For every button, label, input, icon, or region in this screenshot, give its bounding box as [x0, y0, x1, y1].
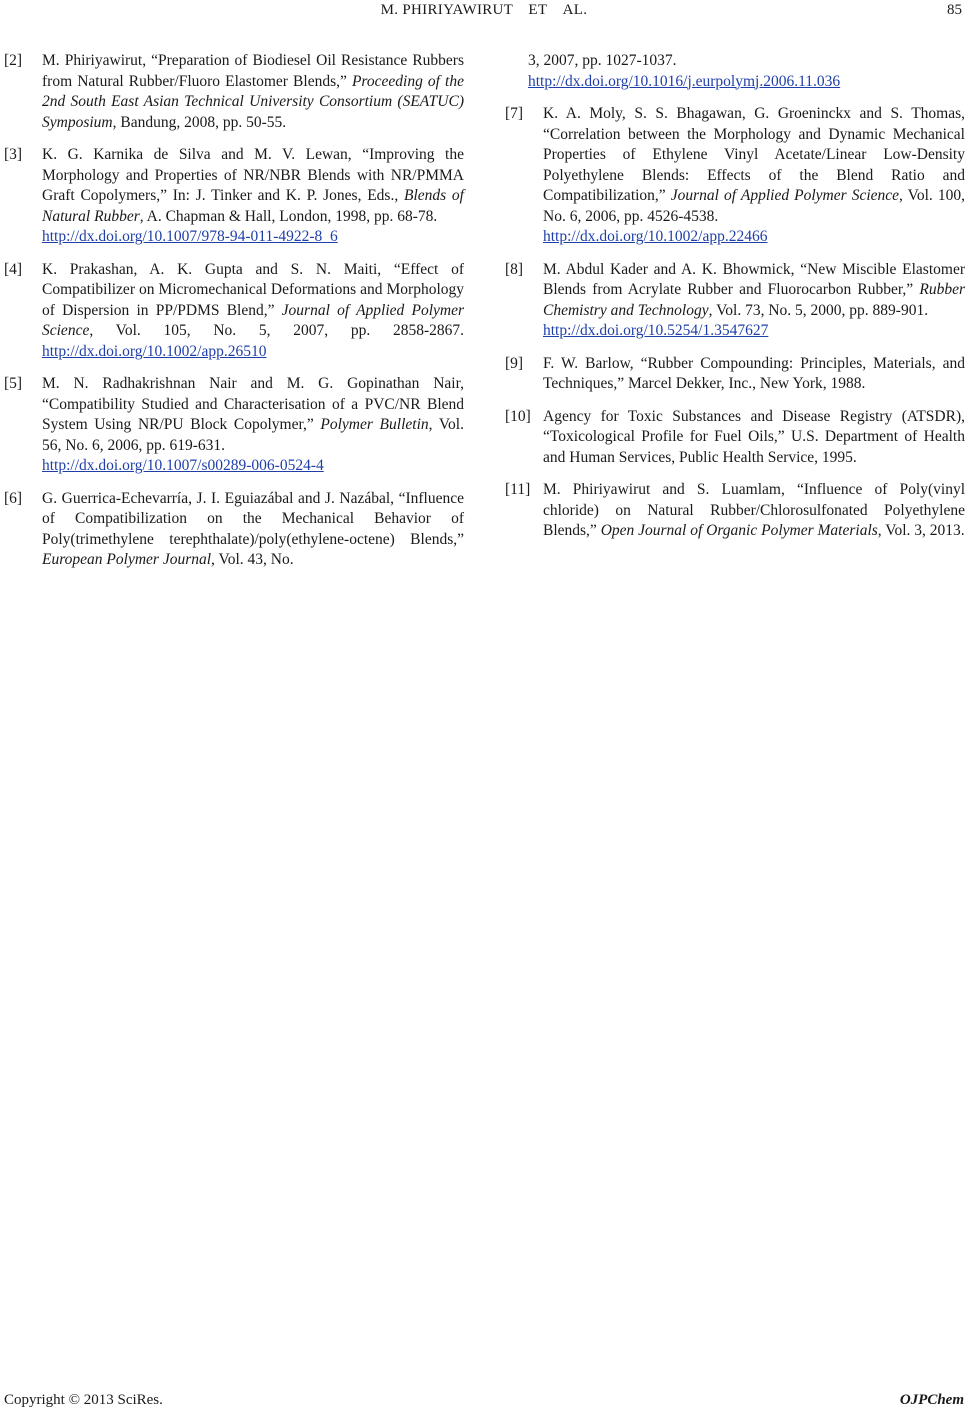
reference-number: [5] — [4, 375, 23, 392]
reference-text — [42, 260, 464, 363]
reference-details: , Vol. 100, No. 6, 2006, pp. 4526-4538. — [543, 187, 965, 225]
reference-number: [11] — [505, 481, 531, 498]
reference-source: Rubber Chemistry and Technology — [543, 281, 965, 319]
reference-details: , Vol. 105, No. 5, 2007, pp. 2858-2867. — [89, 322, 464, 339]
reference-text — [543, 480, 965, 542]
doi-link[interactable]: http://dx.doi.org/10.1016/j.eurpolymj.2006.11.036 — [528, 72, 841, 90]
reference-10 — [505, 407, 965, 469]
reference-number: [4] — [4, 260, 23, 278]
reference-authors-title: M. Abdul Kader and A. K. Bhowmick, “New Miscible Elastomer Blends from Acrylate Rubber and Fluorocarbon Rubber,” — [543, 260, 965, 298]
reference-9 — [505, 354, 965, 395]
reference-source: Polymer Bulletin — [320, 416, 429, 433]
reference-source: Proceeding of the 2nd South East Asian Technical University Consortium (SEATUC) Symposium — [42, 72, 464, 131]
doi-link[interactable]: http://dx.doi.org/10.1007/978-94-011-4922-8_6 — [42, 228, 338, 245]
reference-text — [42, 51, 464, 133]
reference-number: [7] — [505, 105, 524, 122]
reference-8 — [505, 260, 965, 342]
reference-details: , Vol. 56, No. 6, 2006, pp. 619-631. — [42, 416, 464, 454]
reference-authors-title: M. N. Radhakrishnan Nair and M. G. Gopinathan Nair, “Compatibility Studied and Characterisation of a PVC/NR Blend System Using NR/PU Block Copolymer,” — [42, 375, 464, 433]
reference-authors-title: K. A. Moly, S. S. Bhagawan, G. Groeninckx and S. Thomas, “Correlation between the Morphology and Dynamic Mechanical Properties of Ethylene Vinyl Acetate/Linear Low-Density Polyethylene Blends: Effects of the Blend Ratio and Compatibilization,” — [543, 105, 965, 204]
running-head: M. PHIRIYAWIRUT ET AL. — [380, 2, 588, 18]
reference-number: [8] — [505, 260, 524, 278]
reference-5 — [4, 374, 464, 477]
reference-authors-title: G. Guerrica-Echevarría, J. I. Eguiazábal and J. Nazábal, “Influence of Compatibilization on the Mechanical Behavior of Poly(trimethylene terephthalate)/poly(ethylene-octene) Blends,” — [42, 489, 464, 548]
reference-text — [543, 104, 965, 248]
reference-authors-title: K. G. Karnika de Silva and M. V. Lewan, “Improving the Morphology and Properties of NR/NBR Blends with NR/PMMA Graft Copolymers,” In: J. Tinker and K. P. Jones, Eds., — [42, 146, 464, 204]
reference-number: [6] — [4, 489, 23, 507]
page-header — [0, 2, 968, 24]
reference-details: , A. Chapman & Hall, London, 1998, pp. 68-78. — [139, 207, 438, 225]
reference-source: Journal of Applied Polymer Science — [670, 187, 900, 204]
reference-number: [9] — [505, 354, 524, 372]
reference-6-continued — [528, 51, 965, 92]
references-column-right — [505, 51, 965, 554]
copyright-notice: Copyright © 2013 SciRes. — [4, 1392, 163, 1408]
reference-details: , Vol. 73, No. 5, 2000, pp. 889-901. — [708, 301, 929, 319]
reference-text: Agency for Toxic Substances and Disease Registry (ATSDR), “Toxicological Profile for Fuel Oils,” U.S. Department of Health and Human Services, Public Health Service, 1995. — [543, 407, 965, 466]
page-number: 85 — [947, 2, 962, 18]
reference-source: Blends of Natural Rubber — [42, 187, 464, 225]
reference-authors-title: M. Phiriyawirut, “Preparation of Biodiesel Oil Resistance Rubbers from Natural Rubber/Fluoro Elastomer Blends,” — [42, 52, 464, 90]
reference-3 — [4, 145, 464, 248]
reference-authors-title: K. Prakashan, A. K. Gupta and S. N. Maiti, “Effect of Compatibilizer on Micromechanical Deformations and Morphology of Dispersion in PP/PDMS Blend,” — [42, 260, 464, 319]
reference-6 — [4, 489, 464, 571]
reference-number: [3] — [4, 146, 23, 163]
reference-source: Journal of Applied Polymer Science — [42, 301, 464, 339]
reference-11 — [505, 480, 965, 542]
reference-number: [2] — [4, 52, 23, 69]
doi-link[interactable]: http://dx.doi.org/10.5254/1.3547627 — [543, 322, 769, 339]
doi-link[interactable]: http://dx.doi.org/10.1002/app.22466 — [543, 228, 768, 245]
doi-link[interactable]: http://dx.doi.org/10.1002/app.26510 — [42, 342, 267, 360]
reference-source: Open Journal of Organic Polymer Materials — [600, 522, 878, 539]
reference-2 — [4, 51, 464, 133]
reference-text — [42, 489, 464, 571]
reference-7 — [505, 104, 965, 248]
doi-link[interactable]: http://dx.doi.org/10.1007/s00289-006-0524-4 — [42, 457, 324, 474]
journal-abbreviation: OJPChem — [899, 1392, 964, 1408]
reference-source: European Polymer Journal — [42, 551, 212, 568]
reference-number: [10] — [505, 407, 531, 425]
reference-text — [42, 145, 464, 248]
reference-4 — [4, 260, 464, 363]
reference-text — [543, 260, 965, 342]
reference-details: 3, 2007, pp. 1027-1037. — [528, 52, 677, 69]
reference-details: , Bandung, 2008, pp. 50-55. — [112, 113, 287, 131]
reference-text: F. W. Barlow, “Rubber Compounding: Principles, Materials, and Techniques,” Marcel Dekker, Inc., New York, 1988. — [543, 354, 965, 392]
reference-authors-title: M. Phiriyawirut and S. Luamlam, “Influence of Poly(vinyl chloride) on Natural Rubber/Chlorosulfonated Polyethylene Blends,” — [543, 481, 965, 539]
reference-text — [42, 374, 464, 477]
reference-details: , Vol. 43, No. — [211, 551, 294, 568]
reference-details: , Vol. 3, 2013. — [877, 522, 965, 539]
references-column-left — [4, 51, 464, 583]
